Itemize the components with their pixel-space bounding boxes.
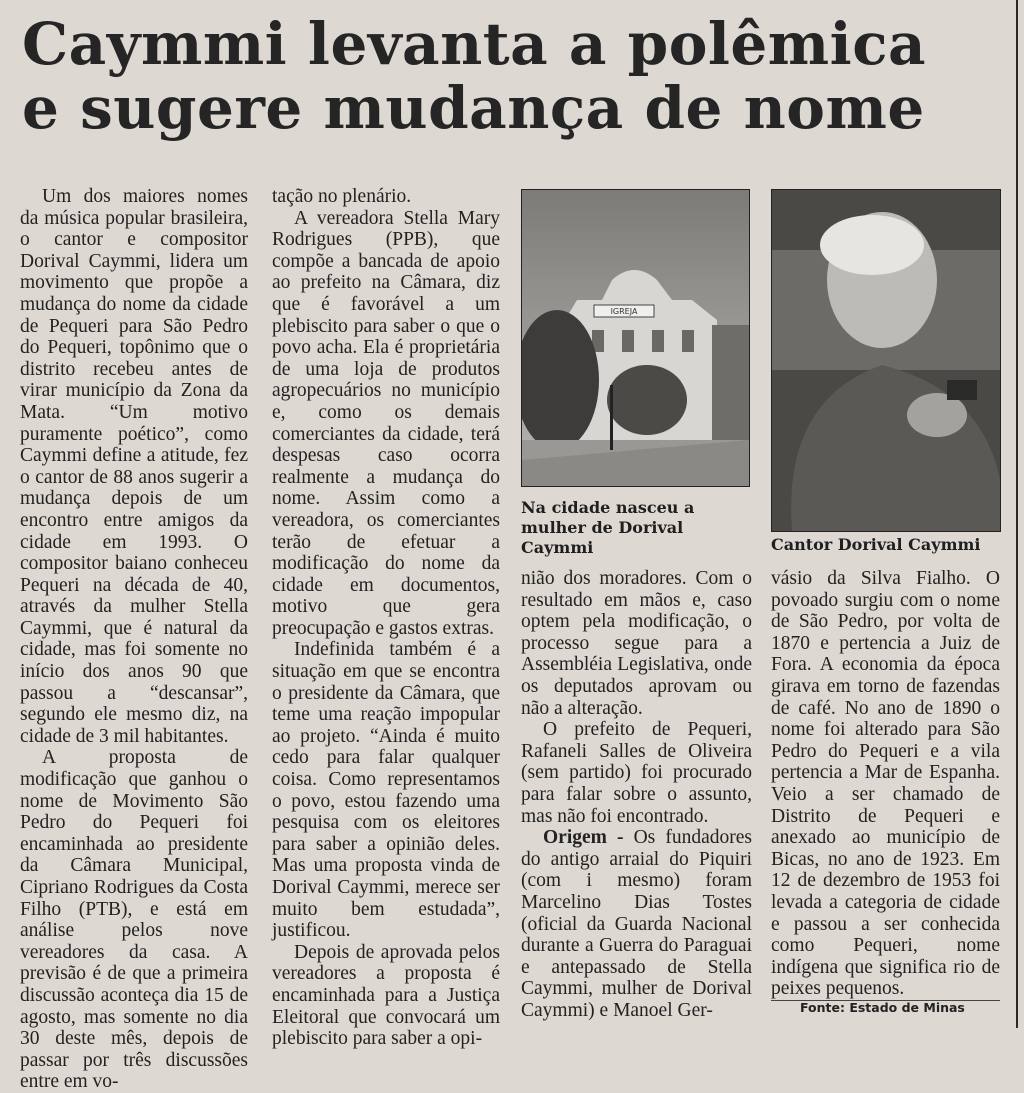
paragraph: O prefeito de Pequeri, Rafaneli Salles de Oliveira (sem partido) foi procurado para falar sobre o assunto, mas não foi encontrado. [521, 719, 752, 827]
source-credit: Fonte: Estado de Minas [800, 1000, 965, 1015]
photo-caption-2: Cantor Dorival Caymmi [771, 535, 981, 554]
section-lead: Origem - [543, 827, 624, 849]
church-photo [521, 189, 750, 487]
paragraph-text: Os fundadores do antigo arraial do Piquiri (com i mesmo) foram Marcelino Dias Tostes (oficial da Guarda Nacional durante a Guerra do Paraguai e antepassado de Stella Caymmi, mulher de Dorival Caymmi) e Manoel Ger- [521, 827, 752, 1021]
headline [22, 12, 1012, 140]
article-column-3 [521, 568, 752, 1021]
paragraph: Indefinida também é a situação em que se encontra o presidente da Câmara, que teme uma reação impopular ao projeto. “Ainda é muito cedo para falar qualquer coisa. Como representamos o povo, estou fazendo uma pesquisa com os eleitores para saber a opinião deles. Mas uma proposta vinda de Dorival Caymmi, merece ser muito bem estudada”, justificou. [272, 639, 500, 942]
church-sign: IGREJA [610, 307, 638, 316]
paragraph: vásio da Silva Fialho. O povoado surgiu com o nome de São Pedro, por volta de 1870 e pertencia a Juiz de Fora. A economia da época girava em torno de fazendas de café. No ano de 1890 o nome foi alterado para São Pedro do Pequeri e a vila pertencia a Mar de Espanha. Veio a ser chamado de Distrito de Pequeri e anexado ao município de Bicas, no ano de 1923. Em 12 de dezembro de 1953 foi levada a categoria de cidade e passou a ser conhecida como Pequeri, nome indígena que significa rio de peixes pequenos. [771, 568, 1000, 1000]
article-column-2 [272, 186, 500, 1050]
paragraph: Um dos maiores nomes da música popular brasileira, o cantor e compositor Dorival Caymmi, lidera um movimento que propõe a mudança do nome da cidade de Pequeri para São Pedro do Pequeri, topônimo que o distrito recebeu antes de virar município da Zona da Mata. “Um motivo puramente poético”, como Caymmi define a atitude, fez o cantor de 88 anos sugerir a mudança depois de um encontro entre amigos da cidade em 1993. O compositor baiano conheceu Pequeri na década de 40, através da mulher Stella Caymmi, que é natural da cidade, mas foi somente no início dos anos 90 que passou a “descansar”, segundo ele mesmo diz, na cidade de 3 mil habitantes. [20, 186, 248, 747]
headline-line-2: e sugere mudança de nome [22, 74, 925, 142]
paragraph: A proposta de modificação que ganhou o nome de Movimento São Pedro do Pequeri foi encaminhada ao presidente da Câmara Municipal, Cipriano Rodrigues da Costa Filho (PTB), e está em análise pelos nove vereadores da casa. A previsão é de que a primeira discussão aconteça dia 15 de agosto, mas somente no dia 30 deste mês, depois de passar por três discussões entre em vo- [20, 747, 248, 1093]
article-column-4 [771, 568, 1000, 1000]
paragraph: nião dos moradores. Com o resultado em mãos e, caso optem pela modificação, o processo segue para a Assembléia Legislativa, onde os deputados aprovam ou não a alteração. [521, 568, 752, 719]
paragraph: tação no plenário. [272, 186, 412, 207]
paragraph: Depois de aprovada pelos vereadores a proposta é encaminhada para a Justiça Eleitoral que convocará um plebiscito para saber a opi- [272, 941, 500, 1050]
photo-caption-1: Na cidade nasceu a mulher de Dorival Caymmi [521, 498, 695, 557]
article-column-1 [20, 186, 248, 1093]
church-image [522, 190, 749, 486]
portrait-image [772, 190, 1000, 531]
column-rule [1016, 0, 1018, 1028]
paragraph: A vereadora Stella Mary Rodrigues (PPB), que compõe a bancada de apoio ao prefeito na Câmara, diz que é favorável a um plebiscito para saber o que o povo acha. Ela é proprietária de uma loja de produtos agropecuários no município e, como os demais comerciantes da cidade, terá despesas caso ocorra realmente a mudança do nome. Assim como a vereadora, os comerciantes terão de efetuar a modificação do nome da cidade em documentos, motivo que gera preocupação e gastos extras. [272, 207, 500, 639]
paragraph [521, 827, 752, 1021]
singer-photo [771, 189, 1001, 532]
headline-line-1: Caymmi levanta a polêmica [22, 10, 927, 78]
